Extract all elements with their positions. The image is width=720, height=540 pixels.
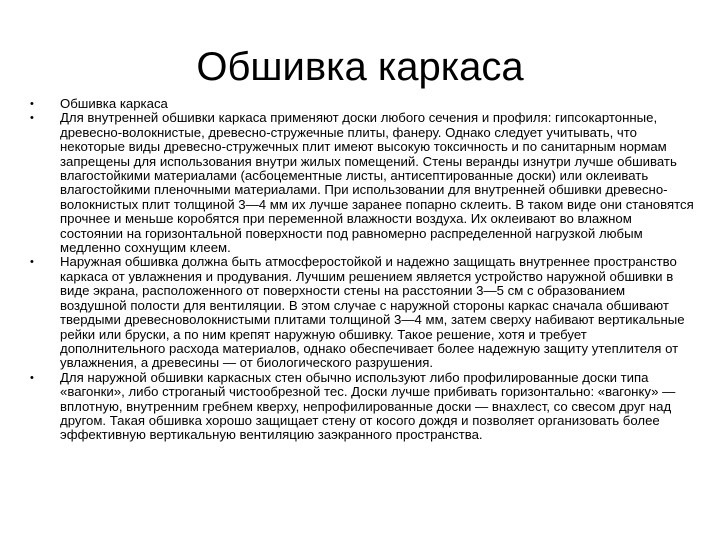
bullet-text: Обшивка каркаса	[60, 96, 168, 111]
bullet-item-boards	[30, 371, 695, 443]
bullet-icon: •	[30, 256, 34, 269]
bullet-icon: •	[30, 98, 34, 110]
bullet-icon: •	[30, 112, 34, 125]
bullet-item-interior	[30, 111, 695, 255]
slide-title: Обшивка каркаса	[196, 45, 524, 89]
bullet-text: Для внутренней обшивки каркаса применяют доски любого сечения и профиля: гипсокартонные, древесно-волокнистые, древесно-стружечные плиты, фанеру. Однако следует учитывать, что некоторые виды древесно-стружечных плит имеют высокую токсичность и по санитарным нормам запрещены для использования внутри жилых помещений. Стены веранды изнутри лучше обшивать влагостойкими материалами (асбоцементные листы, антисептированные доски) или оклеивать влагостойкими пленочными материалами. При использовании для внутренней обшивки древесно-волокнистых плит толщиной 3—4 мм их лучше заранее попарно склеить. В таком виде они становятся прочнее и меньше коробятся при переменной влажности воздуха. Их оклеивают во влажном состоянии на горизонтальной поверхности под равномерно распределенной нагрузкой любым медленно сохнущим клеем.	[60, 110, 694, 256]
bullet-text: Для наружной обшивки каркасных стен обычно используют либо профилированные доски типа «вагонки», либо строганый чистообрезной тес. Доски лучше прибивать горизонтально: «вагонку» — вплотную, внутренним гребнем кверху, непрофилированные доски — внахлест, со свесом друг над другом. Такая обшивка хорошо защищает стену от косого дождя и позволяет организовать более эффективную вертикальную вентиляцию заэкранного пространства.	[60, 369, 676, 443]
bullet-item-heading	[30, 97, 695, 111]
bullet-text: Наружная обшивка должна быть атмосферостойкой и надежно защищать внутреннее пространство каркаса от увлажнения и продувания. Лучшим решением является устройство наружной обшивки в виде экрана, расположенного от поверхности стены на расстоянии 3—5 см с образованием воздушной полости для вентиляции. В этом случае с наружной стороны каркас сначала обшивают твердыми древесноволокнистыми плитами толщиной 3—4 мм, затем сверху набивают вертикальные рейки или бруски, а по ним крепят наружную обшивку. Такое решение, хотя и требует дополнительного расхода материалов, однако обеспечивает более надежную защиту утеплителя от увлажнения, а древесины — от биологического разрушения.	[60, 254, 685, 371]
bullet-icon: •	[30, 371, 34, 384]
bullet-item-exterior	[30, 255, 695, 370]
bullet-list	[30, 97, 695, 443]
